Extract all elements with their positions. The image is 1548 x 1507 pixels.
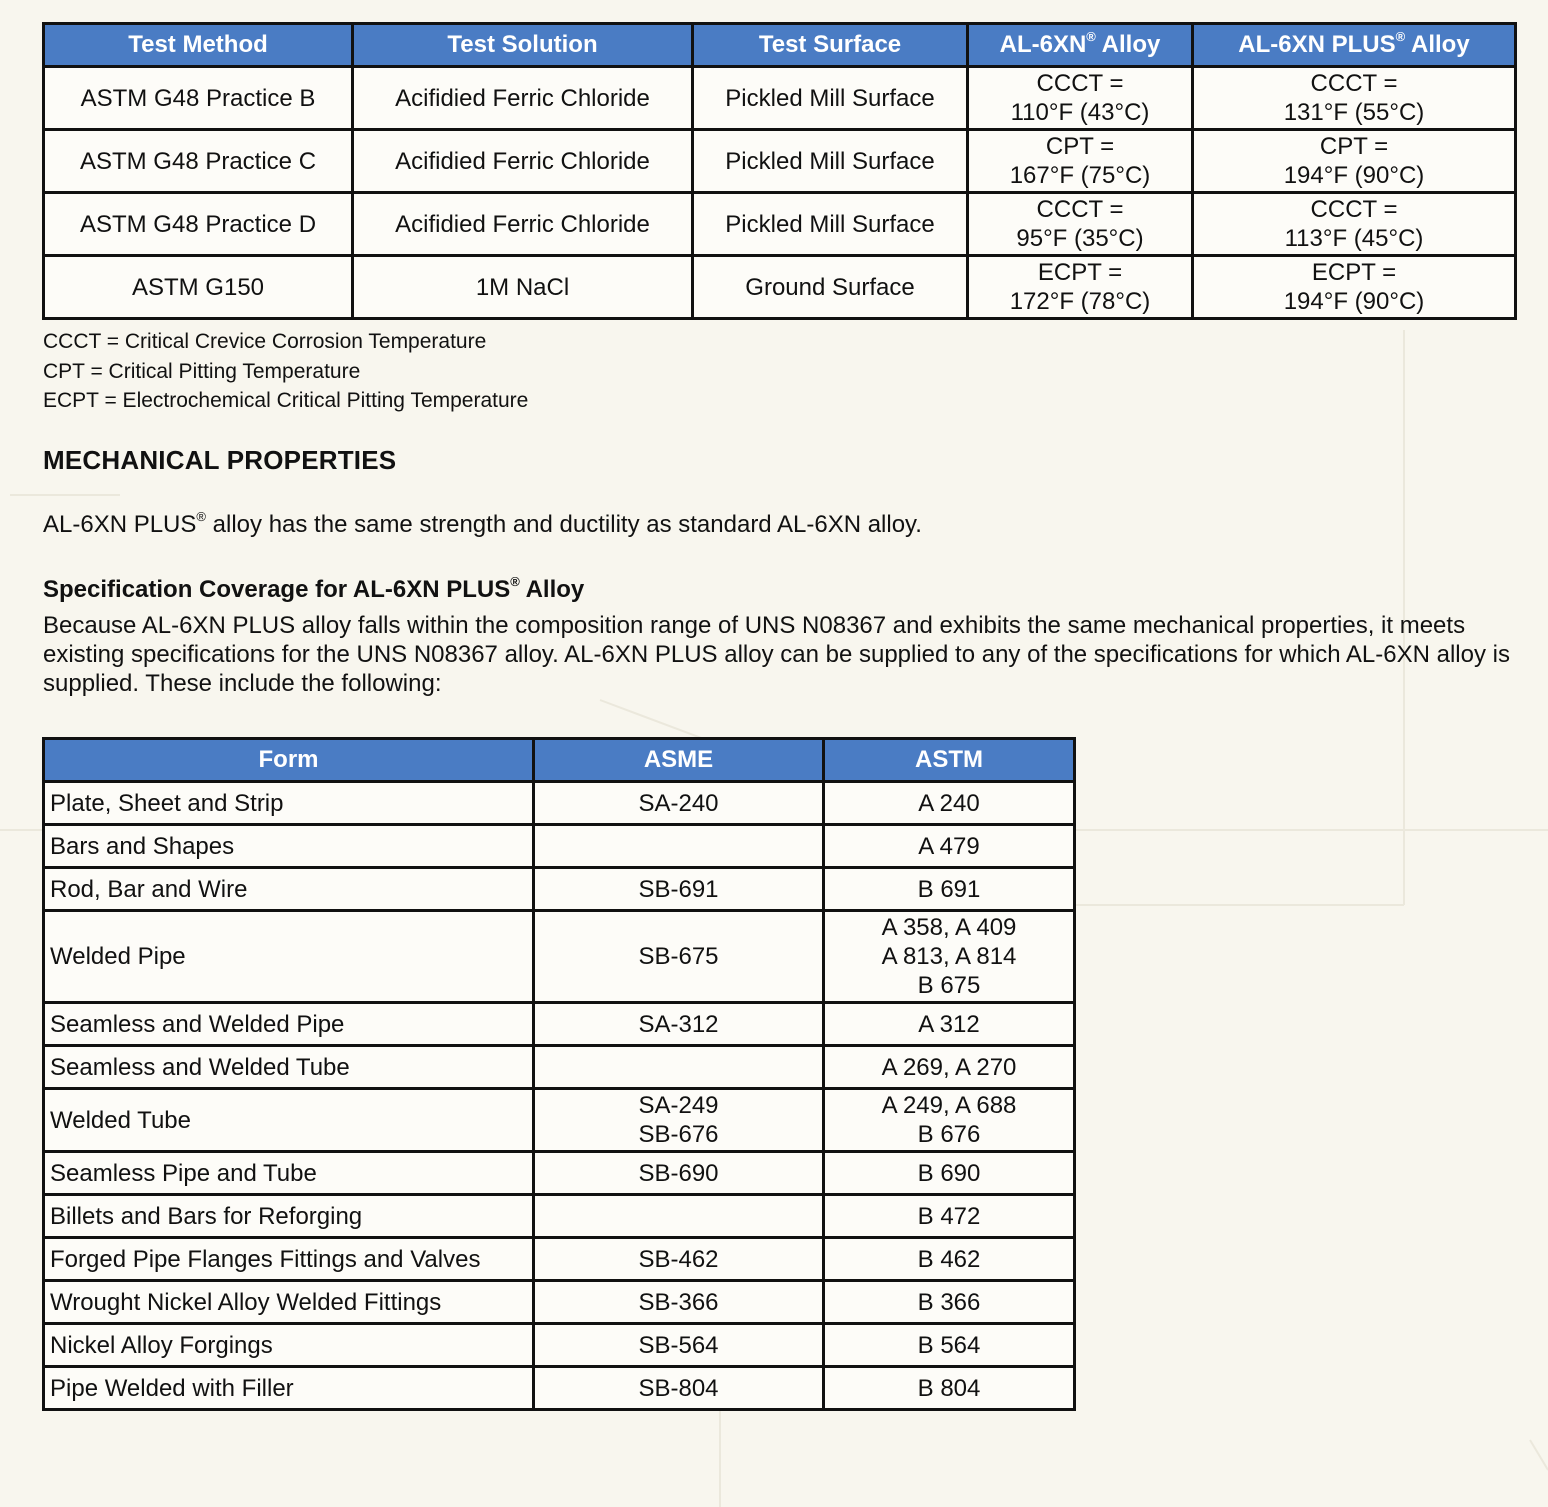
- cell-asme: [534, 1003, 824, 1046]
- cell-test-method: ASTM G48 Practice C: [44, 130, 353, 193]
- spec-row: [44, 911, 1075, 1003]
- cell-test-surface: Pickled Mill Surface: [693, 67, 968, 130]
- header-astm: ASTM: [824, 739, 1075, 782]
- cell-asme: [534, 1324, 824, 1367]
- cell-astm: [824, 1046, 1075, 1089]
- cell-alloy-b: [1193, 67, 1516, 130]
- registered-mark: ®: [510, 574, 520, 589]
- spec-row: [44, 1195, 1075, 1238]
- alloy-a-suffix: Alloy: [1101, 31, 1161, 58]
- section-title: MECHANICAL PROPERTIES: [43, 445, 397, 475]
- corrosion-row: [44, 130, 1516, 193]
- astm-spec: B 366: [917, 1288, 981, 1316]
- corrosion-row: [44, 256, 1516, 319]
- cell-astm: [824, 911, 1075, 1003]
- astm-spec: B 676: [917, 1121, 981, 1148]
- legend-cpt: CPT = Critical Pitting Temperature: [43, 360, 361, 383]
- cell-astm: [824, 868, 1075, 911]
- spec-row: [44, 782, 1075, 825]
- intro-rest: alloy has the same strength and ductility as standard AL-6XN alloy.: [206, 511, 922, 538]
- cell-alloy-b: [1193, 130, 1516, 193]
- corrosion-row: [44, 193, 1516, 256]
- cell-test-solution: Acifidied Ferric Chloride: [353, 130, 693, 193]
- cell-asme: [534, 1152, 824, 1195]
- asme-spec: SB-564: [638, 1331, 719, 1359]
- header-alloy-a: [968, 24, 1193, 67]
- result-value: 172°F (78°C): [1009, 288, 1151, 315]
- asme-spec: SB-690: [638, 1159, 719, 1187]
- cell-astm: [824, 1367, 1075, 1410]
- cell-asme: [534, 782, 824, 825]
- cell-form: Bars and Shapes: [44, 825, 534, 868]
- astm-spec: A 479: [918, 832, 980, 860]
- cell-alloy-a: [968, 193, 1193, 256]
- intro-lead: AL-6XN PLUS: [43, 511, 197, 538]
- astm-spec: A 312: [918, 1010, 980, 1038]
- result-value: 131°F (55°C): [1283, 99, 1425, 126]
- result-value: 95°F (35°C): [1016, 225, 1144, 252]
- registered-mark: ®: [1395, 29, 1406, 44]
- spec-row: [44, 868, 1075, 911]
- legend-ecpt: ECPT = Electrochemical Critical Pitting Temperature: [43, 389, 529, 412]
- result-label: CCCT =: [1036, 70, 1124, 97]
- spec-row: [44, 1152, 1075, 1195]
- result-value: 167°F (75°C): [1009, 162, 1151, 189]
- cell-astm: [824, 1089, 1075, 1152]
- asme-spec: SA-240: [638, 789, 719, 817]
- cell-form: Nickel Alloy Forgings: [44, 1324, 534, 1367]
- cell-astm: [824, 782, 1075, 825]
- result-value: 113°F (45°C): [1284, 225, 1424, 252]
- asme-spec: SB-675: [638, 943, 719, 970]
- spec-header-row: [44, 739, 1075, 782]
- cell-asme: [534, 1195, 824, 1238]
- asme-spec: SA-249: [638, 1092, 719, 1119]
- result-value: 194°F (90°C): [1283, 288, 1425, 315]
- asme-spec: SB-691: [638, 875, 719, 903]
- corrosion-header-row: [44, 24, 1516, 67]
- cell-alloy-a: [968, 130, 1193, 193]
- header-asme: ASME: [534, 739, 824, 782]
- cell-test-method: ASTM G48 Practice B: [44, 67, 353, 130]
- result-label: ECPT =: [1037, 259, 1123, 286]
- cell-asme: [534, 1367, 824, 1410]
- cell-astm: [824, 825, 1075, 868]
- header-test-solution: Test Solution: [353, 24, 693, 67]
- corrosion-row: [44, 67, 1516, 130]
- cell-test-method: ASTM G48 Practice D: [44, 193, 353, 256]
- spec-row: [44, 1281, 1075, 1324]
- cell-alloy-a: [968, 256, 1193, 319]
- cell-astm: [824, 1238, 1075, 1281]
- alloy-a-name: AL-6XN: [999, 31, 1087, 58]
- cell-alloy-b: [1193, 193, 1516, 256]
- cell-form: Seamless Pipe and Tube: [44, 1152, 534, 1195]
- result-label: CCCT =: [1310, 70, 1398, 97]
- astm-spec: A 240: [918, 789, 980, 817]
- cell-form: Seamless and Welded Tube: [44, 1046, 534, 1089]
- spec-row: [44, 1238, 1075, 1281]
- cell-test-method: ASTM G150: [44, 256, 353, 319]
- result-label: CCCT =: [1036, 196, 1124, 223]
- cell-alloy-b: [1193, 256, 1516, 319]
- cell-form: Forged Pipe Flanges Fittings and Valves: [44, 1238, 534, 1281]
- specification-table: [42, 737, 1076, 1411]
- astm-spec: A 358, A 409: [881, 914, 1017, 941]
- cell-form: Rod, Bar and Wire: [44, 868, 534, 911]
- cell-astm: [824, 1152, 1075, 1195]
- astm-spec: A 813, A 814: [881, 943, 1017, 970]
- cell-asme: [534, 825, 824, 868]
- cell-astm: [824, 1003, 1075, 1046]
- cell-form: Billets and Bars for Reforging: [44, 1195, 534, 1238]
- cell-asme: [534, 868, 824, 911]
- result-label: CCCT =: [1310, 196, 1398, 223]
- cell-asme: [534, 1281, 824, 1324]
- registered-mark: ®: [196, 509, 206, 524]
- spec-row: [44, 1003, 1075, 1046]
- registered-mark: ®: [1086, 29, 1096, 44]
- astm-spec: B 675: [917, 972, 981, 999]
- header-form: Form: [44, 739, 534, 782]
- cell-astm: [824, 1324, 1075, 1367]
- astm-spec: A 269, A 270: [881, 1053, 1017, 1081]
- cell-asme: [534, 1238, 824, 1281]
- cell-test-surface: Pickled Mill Surface: [693, 130, 968, 193]
- result-label: CPT =: [1319, 133, 1389, 160]
- subsection-lead: Specification Coverage for AL-6XN PLUS: [43, 576, 511, 603]
- asme-spec: SB-462: [638, 1245, 719, 1273]
- asme-spec: SB-366: [638, 1288, 719, 1316]
- cell-form: Pipe Welded with Filler: [44, 1367, 534, 1410]
- asme-spec: SA-312: [638, 1010, 719, 1038]
- cell-form: Plate, Sheet and Strip: [44, 782, 534, 825]
- body-paragraph: Because AL-6XN PLUS alloy falls within the composition range of UNS N08367 and exhibits the same mechanical properties, it meets existing specifications for the UNS N08367 alloy. AL-6XN PLUS alloy can be supplied to any of the specifications for which AL-6XN alloy is supplied. These include the following:: [43, 612, 1510, 697]
- astm-spec: A 249, A 688: [881, 1092, 1017, 1119]
- subsection-rest: Alloy: [519, 576, 585, 603]
- astm-spec: B 472: [917, 1202, 981, 1230]
- cell-astm: [824, 1195, 1075, 1238]
- astm-spec: B 690: [917, 1159, 981, 1187]
- intro-paragraph: [43, 511, 922, 539]
- result-label: ECPT =: [1311, 259, 1397, 286]
- result-value: 110°F (43°C): [1010, 99, 1150, 126]
- spec-row: [44, 1367, 1075, 1410]
- spec-row: [44, 1324, 1075, 1367]
- astm-spec: B 462: [917, 1245, 981, 1273]
- cell-asme: [534, 1046, 824, 1089]
- cell-form: Seamless and Welded Pipe: [44, 1003, 534, 1046]
- header-alloy-b: [1193, 24, 1516, 67]
- cell-test-solution: Acifidied Ferric Chloride: [353, 193, 693, 256]
- cell-test-surface: Pickled Mill Surface: [693, 193, 968, 256]
- spec-row: [44, 1046, 1075, 1089]
- legend-ccct: CCCT = Critical Crevice Corrosion Temperature: [43, 330, 487, 353]
- cell-alloy-a: [968, 67, 1193, 130]
- spec-row: [44, 1089, 1075, 1152]
- cell-test-solution: Acifidied Ferric Chloride: [353, 67, 693, 130]
- astm-spec: B 564: [917, 1331, 981, 1359]
- alloy-b-suffix: Alloy: [1411, 31, 1470, 58]
- asme-spec: SB-804: [638, 1374, 719, 1402]
- cell-form: Welded Tube: [44, 1089, 534, 1152]
- asme-spec: SB-676: [638, 1121, 719, 1148]
- astm-spec: B 691: [917, 875, 981, 903]
- result-value: 194°F (90°C): [1283, 162, 1425, 189]
- cell-asme: [534, 1089, 824, 1152]
- cell-form: Wrought Nickel Alloy Welded Fittings: [44, 1281, 534, 1324]
- result-label: CPT =: [1045, 133, 1115, 160]
- spec-row: [44, 825, 1075, 868]
- astm-spec: B 804: [917, 1374, 981, 1402]
- corrosion-test-table: [42, 22, 1517, 320]
- cell-test-solution: 1M NaCl: [353, 256, 693, 319]
- header-test-surface: Test Surface: [693, 24, 968, 67]
- cell-astm: [824, 1281, 1075, 1324]
- cell-test-surface: Ground Surface: [693, 256, 968, 319]
- header-test-method: Test Method: [44, 24, 353, 67]
- cell-asme: [534, 911, 824, 1003]
- cell-form: Welded Pipe: [44, 911, 534, 1003]
- subsection-title: [43, 576, 584, 604]
- alloy-b-name: AL-6XN PLUS: [1238, 31, 1396, 58]
